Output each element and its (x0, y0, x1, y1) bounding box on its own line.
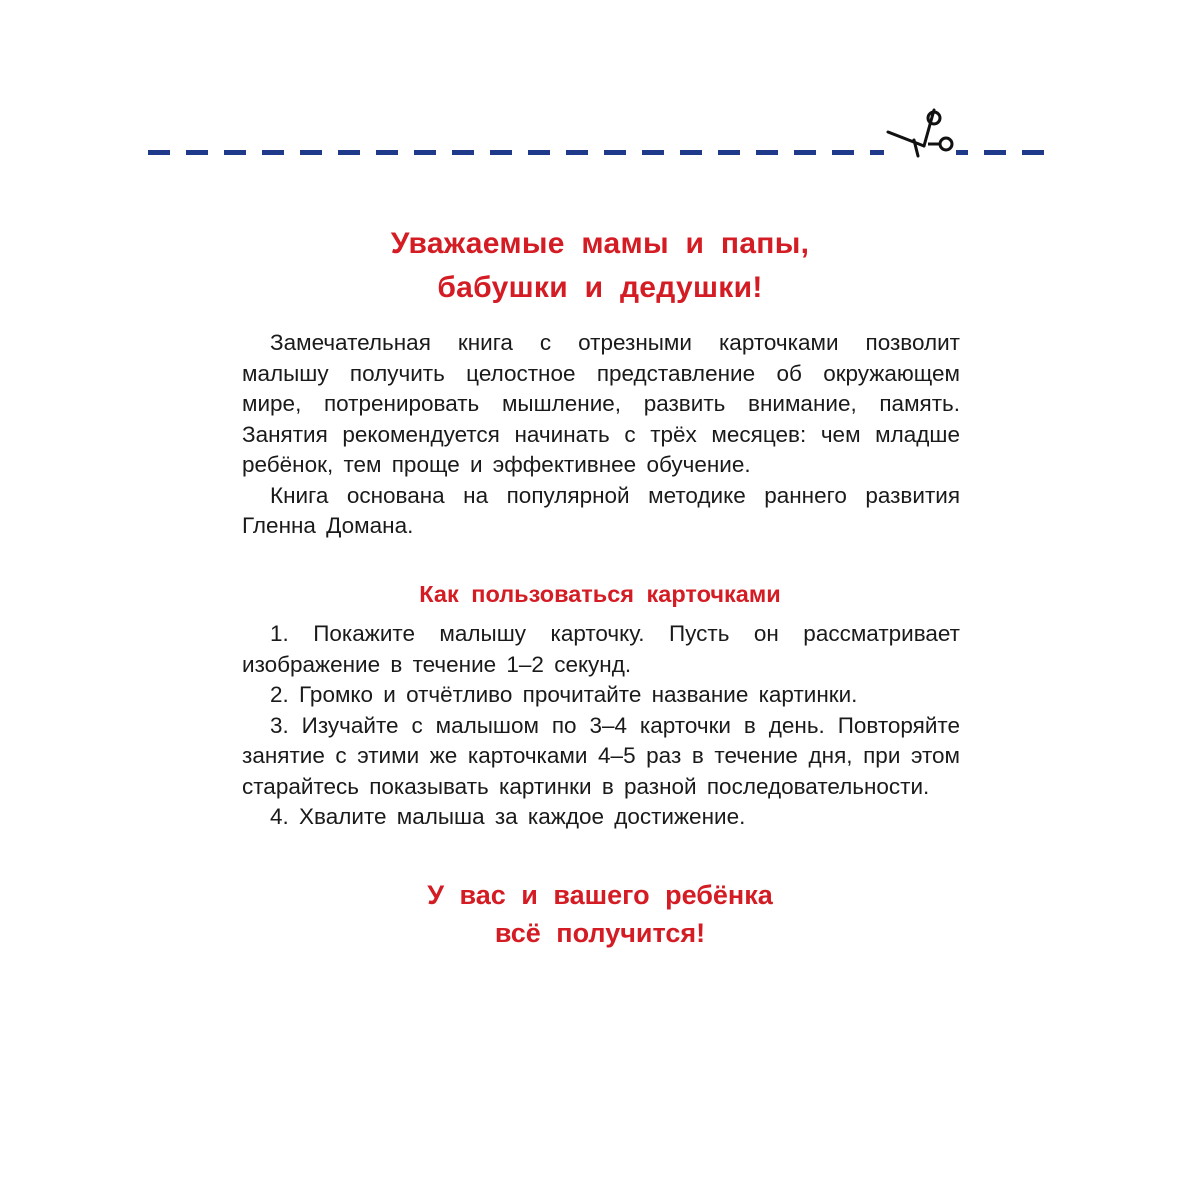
step-item: 2. Громко и отчётливо прочитайте название картинки. (270, 682, 858, 707)
step-item: 3. Изучайте с малышом по 3–4 карточки в день. Повторяйте занятие с этими же карточками 4–5 раз в течение дня, при этом старайтесь показывать картинки в разной последовательности. (242, 712, 960, 799)
step-item: 4. Хвалите малыша за каждое достижение. (270, 804, 746, 829)
page-title-line-2: бабушки и дедушки! (437, 271, 763, 304)
section-heading: Как пользоваться карточками (419, 581, 781, 607)
intro-paragraph: Книга основана на популярной методике раннего развития Гленна Домана. (242, 482, 960, 538)
scissors-icon (884, 104, 956, 164)
closing-line-1: У вас и вашего ребёнка (427, 880, 773, 910)
steps-list (242, 619, 960, 833)
closing-message (0, 876, 1200, 952)
step-item: 1. Покажите малышу карточку. Пусть он рассматривает изображение в течение 1–2 секунд. (242, 621, 960, 677)
page-title-line-1: Уважаемые мамы и папы, (390, 227, 810, 260)
intro-section (242, 328, 960, 542)
page-title (0, 222, 1200, 310)
intro-paragraph: Замечательная книга с отрезными карточками позволит малышу получить целостное представление об окружающем мире, потренировать мышление, развить внимание, память. Занятия рекомендуется начинать с трёх месяцев: чем младше ребёнок, тем проще и эффективнее обучение. (242, 330, 960, 477)
closing-line-2: всё получится! (494, 918, 706, 948)
